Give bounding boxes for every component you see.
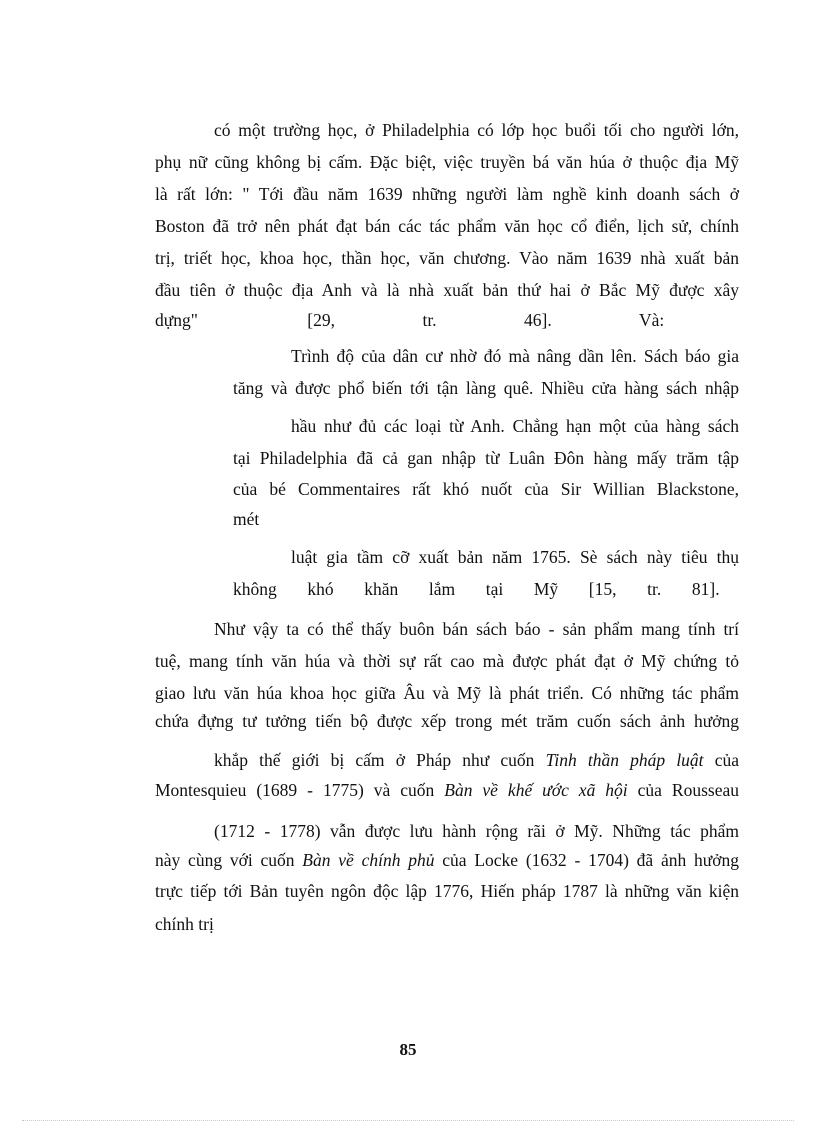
p3-line-6: chính trị [155,914,214,934]
p3-line-2-text-a: Montesquieu (1689 - 1775) và cuốn [155,780,445,800]
p3-line-2 [155,775,739,805]
p1-line-3: là rất lớn: " Tới đầu năm 1639 những người làm nghề kinh doanh sách ở [155,184,739,204]
p3-line-4-text-a: này cùng với cuốn [155,850,303,870]
p3-line-1-text-b: của [703,750,739,770]
quote-line-2: tăng và được phổ biến tới tận làng quê. Nhiều cửa hàng sách nhập [233,378,739,398]
p3-line-1 [214,745,739,775]
book-title-on-government: Bàn về chính phủ [302,850,435,870]
quote-line-8: không khó khăn lắm tại Mỹ [15, tr. 81]. [233,579,720,599]
p1-line-5: trị, triết học, khoa học, thần học, văn chương. Vào năm 1639 nhà xuất bản [155,248,739,268]
book-title-spirit-of-laws: Tinh thần pháp luật [545,750,704,770]
p2-line-3: giao lưu văn húa khoa học giữa Âu và Mỹ là phát triển. Có những tác phẩm [155,683,739,703]
p3-line-5: trực tiếp tới Bản tuyên ngôn độc lập 1776, Hiến pháp 1787 là những văn kiện [155,881,739,901]
p1-line-7: dựng" [29, tr. 46]. Và: [155,310,665,330]
p1-line-1: có một trường học, ở Philadelphia có lớp học buổi tối cho người lớn, [214,120,739,140]
p3-line-2-text-b: của Rousseau [627,780,739,800]
p3-line-3: (1712 - 1778) vẫn được lưu hành rộng rãi ở Mỹ. Những tác phẩm [214,821,739,841]
p2-line-2: tuệ, mang tính văn húa và thời sự rất cao mà được phát đạt ở Mỹ chứng tỏ [155,651,739,671]
p2-line-1: Như vậy ta có thể thấy buôn bán sách báo - sản phẩm mang tính trí [214,619,739,639]
p1-line-2: phụ nữ cũng không bị cấm. Đặc biệt, việc truyền bá văn húa ở thuộc địa Mỹ [155,152,739,172]
quote-line-7: luật gia tầm cỡ xuất bản năm 1765. Sè sách này tiêu thụ [291,547,739,567]
page-number: 85 [399,1040,417,1059]
quote-line-1: Trình độ của dân cư nhờ đó mà nâng dần lên. Sách báo gia [291,346,739,366]
quote-line-3: hầu như đủ các loại từ Anh. Chẳng hạn một của hàng sách [291,416,739,436]
page-bottom-dotted-line [22,1120,794,1121]
quote-line-4: tại Philadelphia đã cả gan nhập từ Luân Đôn hàng mấy trăm tập [233,448,739,468]
p3-line-1-text-a: khắp thế giới bị cấm ở Pháp như cuốn [214,750,546,770]
p1-line-6: đầu tiên ở thuộc địa Anh và là nhà xuất bản thứ hai ở Bắc Mỹ được xây [155,280,739,300]
quote-line-6: mét [233,509,260,529]
book-title-social-contract: Bàn về khế ước xã hội [444,780,628,800]
quote-line-5: của bé Commentaires rất khó nuốt của Sir Willian Blackstone, [233,479,739,499]
p3-line-4-text-b: của Locke (1632 - 1704) đã ảnh hưởng [434,850,740,870]
p2-line-4: chứa đựng tư tưởng tiến bộ được xếp trong mét trăm cuốn sách ảnh hưởng [155,711,739,731]
p3-line-4 [155,845,739,875]
p1-line-4: Boston đã trở nên phát đạt bán các tác phẩm văn học cổ điển, lịch sử, chính [155,216,739,236]
